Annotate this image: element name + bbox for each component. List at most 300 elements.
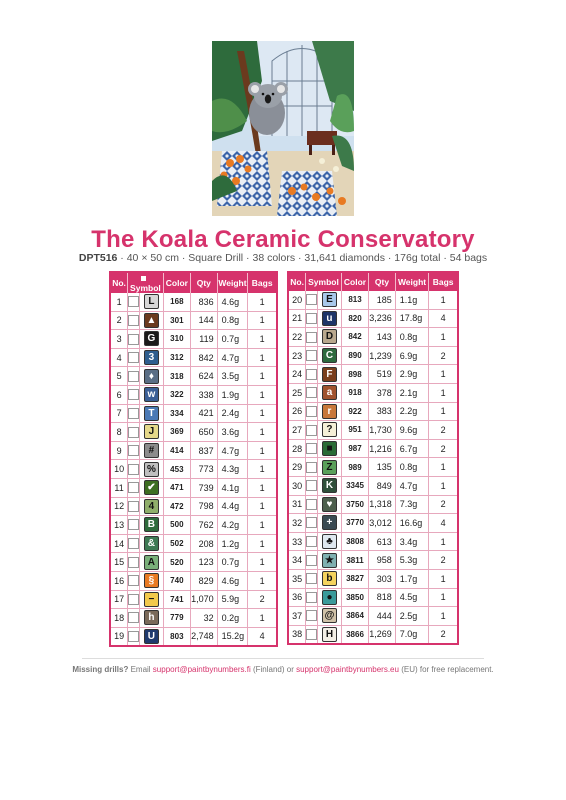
row-checkbox[interactable] (306, 383, 318, 402)
row-color-code: 803 (163, 627, 190, 646)
row-number: 17 (110, 590, 128, 609)
symbol-swatch: U (144, 629, 159, 644)
row-qty: 383 (369, 402, 396, 421)
header-no: No. (110, 272, 128, 293)
header-qty: Qty (191, 272, 218, 293)
row-checkbox[interactable] (128, 571, 140, 590)
row-weight: 4.2g (217, 516, 248, 535)
table-row (288, 569, 458, 588)
row-qty: 650 (191, 423, 218, 442)
row-bags: 1 (429, 383, 458, 402)
row-symbol (140, 516, 163, 535)
row-color-code: 3866 (341, 625, 369, 644)
row-qty: 773 (191, 460, 218, 479)
row-color-code: 3750 (341, 495, 369, 514)
row-color-code: 898 (341, 365, 369, 384)
row-weight: 3.4g (395, 532, 429, 551)
row-color-code: 741 (163, 590, 190, 609)
row-symbol (318, 569, 342, 588)
symbol-swatch: w (144, 387, 159, 402)
symbol-swatch: C (322, 348, 337, 363)
header-symbol: Symbol (306, 272, 342, 291)
row-checkbox[interactable] (306, 309, 318, 328)
row-weight: 4.7g (217, 441, 248, 460)
row-weight: 0.8g (217, 311, 248, 330)
row-checkbox[interactable] (128, 367, 140, 386)
table-row (110, 478, 277, 497)
row-checkbox[interactable] (128, 293, 140, 311)
row-color-code: 312 (163, 348, 190, 367)
row-weight: 0.8g (395, 458, 429, 477)
row-checkbox[interactable] (306, 439, 318, 458)
row-qty: 303 (369, 569, 396, 588)
row-qty: 421 (191, 404, 218, 423)
row-weight: 4.7g (395, 476, 429, 495)
row-symbol (140, 478, 163, 497)
table-row (288, 421, 458, 440)
row-bags: 2 (429, 625, 458, 644)
row-bags: 1 (248, 609, 277, 628)
symbol-swatch: ★ (322, 553, 337, 568)
row-color-code: 310 (163, 330, 190, 349)
row-bags: 1 (429, 365, 458, 384)
row-symbol (140, 367, 163, 386)
row-qty: 849 (369, 476, 396, 495)
row-bags: 4 (429, 309, 458, 328)
row-color-code: 3770 (341, 514, 369, 533)
row-bags: 1 (429, 532, 458, 551)
row-symbol (140, 404, 163, 423)
row-bags: 1 (248, 441, 277, 460)
row-qty: 829 (191, 571, 218, 590)
row-checkbox[interactable] (306, 569, 318, 588)
color-table-left (109, 271, 278, 647)
row-color-code: 3864 (341, 607, 369, 626)
row-bags: 1 (429, 607, 458, 626)
row-bags: 4 (248, 627, 277, 646)
row-checkbox[interactable] (306, 551, 318, 570)
row-checkbox[interactable] (128, 534, 140, 553)
row-weight: 17.8g (395, 309, 429, 328)
row-weight: 4.6g (217, 571, 248, 590)
row-checkbox[interactable] (306, 402, 318, 421)
row-checkbox[interactable] (128, 478, 140, 497)
row-symbol (140, 460, 163, 479)
row-color-code: 334 (163, 404, 190, 423)
row-weight: 1.9g (217, 385, 248, 404)
row-color-code: 369 (163, 423, 190, 442)
symbol-swatch: Z (322, 460, 337, 475)
row-qty: 1,269 (369, 625, 396, 644)
row-color-code: 740 (163, 571, 190, 590)
product-specs: · 40 × 50 cm · Square Drill · 38 colors · 31,641 diamonds · 176g total · 54 bags (117, 252, 488, 264)
color-table-right (287, 271, 459, 645)
row-weight: 4.5g (395, 588, 429, 607)
row-weight: 0.7g (217, 330, 248, 349)
row-weight: 1.1g (395, 291, 429, 309)
row-weight: 4.3g (217, 460, 248, 479)
product-details (0, 252, 566, 264)
table-row (110, 330, 277, 349)
header-qty: Qty (369, 272, 396, 291)
symbol-swatch: ✔ (144, 480, 159, 495)
row-weight: 16.6g (395, 514, 429, 533)
row-color-code: 922 (341, 402, 369, 421)
row-checkbox[interactable] (306, 588, 318, 607)
row-checkbox[interactable] (306, 625, 318, 644)
table-row (110, 553, 277, 572)
row-number: 27 (288, 421, 306, 440)
row-checkbox[interactable] (128, 348, 140, 367)
row-weight: 1.7g (395, 569, 429, 588)
row-number: 6 (110, 385, 128, 404)
row-qty: 135 (369, 458, 396, 477)
symbol-swatch: b (322, 571, 337, 586)
footer-note: Missing drills? Email support@paintbynumbers.fi (Finland) or support@paintbynumbers.eu (EU) for free replacement. (72, 665, 494, 674)
row-number: 19 (110, 627, 128, 646)
row-qty: 1,070 (191, 590, 218, 609)
row-symbol (140, 441, 163, 460)
symbol-swatch: ♥ (322, 497, 337, 512)
table-row (110, 571, 277, 590)
row-color-code: 322 (163, 385, 190, 404)
row-qty: 2,748 (191, 627, 218, 646)
row-number: 34 (288, 551, 306, 570)
row-bags: 2 (429, 439, 458, 458)
row-checkbox[interactable] (128, 627, 140, 646)
row-checkbox[interactable] (306, 328, 318, 347)
row-bags: 1 (248, 423, 277, 442)
row-weight: 7.3g (395, 495, 429, 514)
row-qty: 842 (191, 348, 218, 367)
row-number: 38 (288, 625, 306, 644)
row-number: 30 (288, 476, 306, 495)
header-bags: Bags (248, 272, 277, 293)
row-qty: 338 (191, 385, 218, 404)
row-checkbox[interactable] (128, 553, 140, 572)
product-code: DPT516 (78, 252, 118, 264)
row-weight: 7.0g (395, 625, 429, 644)
row-qty: 958 (369, 551, 396, 570)
row-bags: 1 (248, 367, 277, 386)
row-qty: 519 (369, 365, 396, 384)
symbol-swatch: G (144, 331, 159, 346)
symbol-swatch: u (322, 311, 337, 326)
symbol-swatch: & (144, 536, 159, 551)
row-number: 26 (288, 402, 306, 421)
table-row (288, 532, 458, 551)
header-no: No. (288, 272, 306, 291)
row-checkbox[interactable] (306, 421, 318, 440)
row-symbol (318, 607, 342, 626)
row-bags: 1 (429, 588, 458, 607)
row-checkbox[interactable] (306, 532, 318, 551)
row-number: 7 (110, 404, 128, 423)
row-symbol (318, 588, 342, 607)
row-color-code: 813 (341, 291, 369, 309)
row-symbol (318, 421, 342, 440)
row-qty: 1,239 (369, 346, 396, 365)
row-bags: 1 (429, 458, 458, 477)
row-checkbox[interactable] (306, 476, 318, 495)
table-row (110, 385, 277, 404)
row-number: 18 (110, 609, 128, 628)
row-number: 37 (288, 607, 306, 626)
row-symbol (318, 551, 342, 570)
row-color-code: 471 (163, 478, 190, 497)
row-checkbox[interactable] (306, 458, 318, 477)
row-symbol (140, 609, 163, 628)
row-qty: 762 (191, 516, 218, 535)
artwork-preview (212, 41, 354, 216)
row-symbol (318, 365, 342, 384)
row-qty: 444 (369, 607, 396, 626)
row-checkbox[interactable] (128, 516, 140, 535)
row-symbol (318, 346, 342, 365)
table-row (288, 383, 458, 402)
row-bags: 1 (248, 553, 277, 572)
row-checkbox[interactable] (128, 441, 140, 460)
row-symbol (318, 439, 342, 458)
header-weight: Weight (395, 272, 429, 291)
row-number: 14 (110, 534, 128, 553)
symbol-swatch: T (144, 406, 159, 421)
row-checkbox[interactable] (128, 497, 140, 516)
symbol-swatch: L (144, 294, 159, 309)
row-number: 36 (288, 588, 306, 607)
row-symbol (318, 291, 342, 309)
row-number: 2 (110, 311, 128, 330)
row-weight: 4.4g (217, 497, 248, 516)
row-qty: 613 (369, 532, 396, 551)
row-weight: 15.2g (217, 627, 248, 646)
table-row (288, 458, 458, 477)
row-weight: 2.1g (395, 383, 429, 402)
table-row (110, 516, 277, 535)
table-header-row (110, 272, 277, 293)
row-weight: 5.9g (217, 590, 248, 609)
row-symbol (140, 534, 163, 553)
row-bags: 2 (429, 421, 458, 440)
row-number: 8 (110, 423, 128, 442)
row-bags: 1 (248, 516, 277, 535)
row-bags: 1 (248, 311, 277, 330)
header-weight: Weight (217, 272, 248, 293)
row-qty: 1,730 (369, 421, 396, 440)
table-row (288, 365, 458, 384)
row-weight: 3.5g (217, 367, 248, 386)
row-symbol (318, 532, 342, 551)
row-symbol (318, 402, 342, 421)
row-bags: 1 (248, 348, 277, 367)
row-bags: 2 (429, 346, 458, 365)
symbol-swatch: D (322, 329, 337, 344)
table-row (288, 402, 458, 421)
table-row (288, 309, 458, 328)
row-qty: 818 (369, 588, 396, 607)
table-row (110, 534, 277, 553)
row-color-code: 3345 (341, 476, 369, 495)
row-bags: 1 (248, 385, 277, 404)
row-number: 32 (288, 514, 306, 533)
row-checkbox[interactable] (128, 590, 140, 609)
row-number: 11 (110, 478, 128, 497)
symbol-swatch: B (144, 517, 159, 532)
row-color-code: 3850 (341, 588, 369, 607)
row-qty: 837 (191, 441, 218, 460)
row-color-code: 890 (341, 346, 369, 365)
symbol-swatch: J (144, 424, 159, 439)
row-checkbox[interactable] (128, 609, 140, 628)
row-bags: 1 (248, 534, 277, 553)
table-row (288, 346, 458, 365)
row-qty: 119 (191, 330, 218, 349)
symbol-swatch: r (322, 404, 337, 419)
row-number: 23 (288, 346, 306, 365)
row-bags: 2 (429, 495, 458, 514)
row-bags: 1 (429, 328, 458, 347)
symbol-swatch: 3 (144, 350, 159, 365)
row-checkbox[interactable] (306, 514, 318, 533)
row-qty: 123 (191, 553, 218, 572)
row-color-code: 779 (163, 609, 190, 628)
row-checkbox[interactable] (306, 607, 318, 626)
row-qty: 143 (369, 328, 396, 347)
symbol-swatch: K (322, 478, 337, 493)
row-bags: 1 (248, 571, 277, 590)
row-checkbox[interactable] (306, 495, 318, 514)
header-color: Color (163, 272, 190, 293)
row-checkbox[interactable] (306, 291, 318, 309)
symbol-swatch: E (322, 292, 337, 307)
row-number: 15 (110, 553, 128, 572)
table-row (110, 348, 277, 367)
symbol-swatch: 4 (144, 499, 159, 514)
row-qty: 624 (191, 367, 218, 386)
row-number: 22 (288, 328, 306, 347)
symbol-swatch: % (144, 462, 159, 477)
row-weight: 4.7g (217, 348, 248, 367)
row-bags: 1 (248, 460, 277, 479)
symbol-swatch: A (144, 555, 159, 570)
table-row (288, 328, 458, 347)
table-row (110, 311, 277, 330)
row-color-code: 820 (341, 309, 369, 328)
table-row (110, 460, 277, 479)
symbol-swatch: + (322, 515, 337, 530)
row-color-code: 951 (341, 421, 369, 440)
row-checkbox[interactable] (128, 423, 140, 442)
row-weight: 9.6g (395, 421, 429, 440)
row-number: 12 (110, 497, 128, 516)
row-checkbox[interactable] (306, 365, 318, 384)
row-symbol (318, 514, 342, 533)
row-color-code: 168 (163, 293, 190, 311)
table-row (110, 367, 277, 386)
row-weight: 2.4g (217, 404, 248, 423)
row-number: 5 (110, 367, 128, 386)
row-symbol (140, 330, 163, 349)
row-symbol (140, 497, 163, 516)
table-row (110, 609, 277, 628)
symbol-swatch: h (144, 610, 159, 625)
symbol-swatch: − (144, 592, 159, 607)
row-weight: 2.5g (395, 607, 429, 626)
row-checkbox[interactable] (128, 404, 140, 423)
row-checkbox[interactable] (128, 385, 140, 404)
row-color-code: 3827 (341, 569, 369, 588)
footer-lead: Missing drills? (72, 665, 129, 674)
row-symbol (140, 553, 163, 572)
row-color-code: 301 (163, 311, 190, 330)
row-qty: 208 (191, 534, 218, 553)
row-symbol (140, 423, 163, 442)
row-weight: 4.1g (217, 478, 248, 497)
checkbox-square-icon (141, 276, 146, 281)
row-symbol (318, 383, 342, 402)
row-symbol (318, 328, 342, 347)
page-title: The Koala Ceramic Conservatory (91, 226, 475, 253)
table-row (288, 495, 458, 514)
row-number: 16 (110, 571, 128, 590)
symbol-swatch: ♦ (144, 369, 159, 384)
row-bags: 1 (429, 291, 458, 309)
table-row (110, 627, 277, 646)
email-link-finland[interactable]: support@paintbynumbers.fi (152, 665, 251, 674)
row-qty: 378 (369, 383, 396, 402)
row-number: 10 (110, 460, 128, 479)
row-color-code: 318 (163, 367, 190, 386)
row-color-code: 987 (341, 439, 369, 458)
symbol-swatch: § (144, 573, 159, 588)
symbol-swatch: @ (322, 608, 337, 623)
symbol-swatch: ● (322, 590, 337, 605)
row-bags: 2 (429, 551, 458, 570)
row-checkbox[interactable] (128, 330, 140, 349)
symbol-swatch: F (322, 367, 337, 382)
row-color-code: 520 (163, 553, 190, 572)
row-symbol (318, 309, 342, 328)
row-weight: 0.8g (395, 328, 429, 347)
email-link-eu[interactable]: support@paintbynumbers.eu (296, 665, 399, 674)
row-weight: 1.2g (217, 534, 248, 553)
table-row (110, 404, 277, 423)
row-number: 13 (110, 516, 128, 535)
row-checkbox[interactable] (128, 311, 140, 330)
row-qty: 1,318 (369, 495, 396, 514)
row-color-code: 989 (341, 458, 369, 477)
row-weight: 5.3g (395, 551, 429, 570)
row-bags: 1 (248, 404, 277, 423)
table-row (110, 423, 277, 442)
row-bags: 1 (429, 569, 458, 588)
row-qty: 32 (191, 609, 218, 628)
row-symbol (140, 293, 163, 311)
table-row (288, 514, 458, 533)
table-header-row (288, 272, 458, 291)
table-row (110, 590, 277, 609)
row-number: 28 (288, 439, 306, 458)
row-number: 20 (288, 291, 306, 309)
row-checkbox[interactable] (128, 460, 140, 479)
row-checkbox[interactable] (306, 346, 318, 365)
row-qty: 798 (191, 497, 218, 516)
table-row (110, 497, 277, 516)
symbol-swatch: ■ (322, 441, 337, 456)
row-color-code: 3808 (341, 532, 369, 551)
table-row (110, 441, 277, 460)
table-row (288, 476, 458, 495)
